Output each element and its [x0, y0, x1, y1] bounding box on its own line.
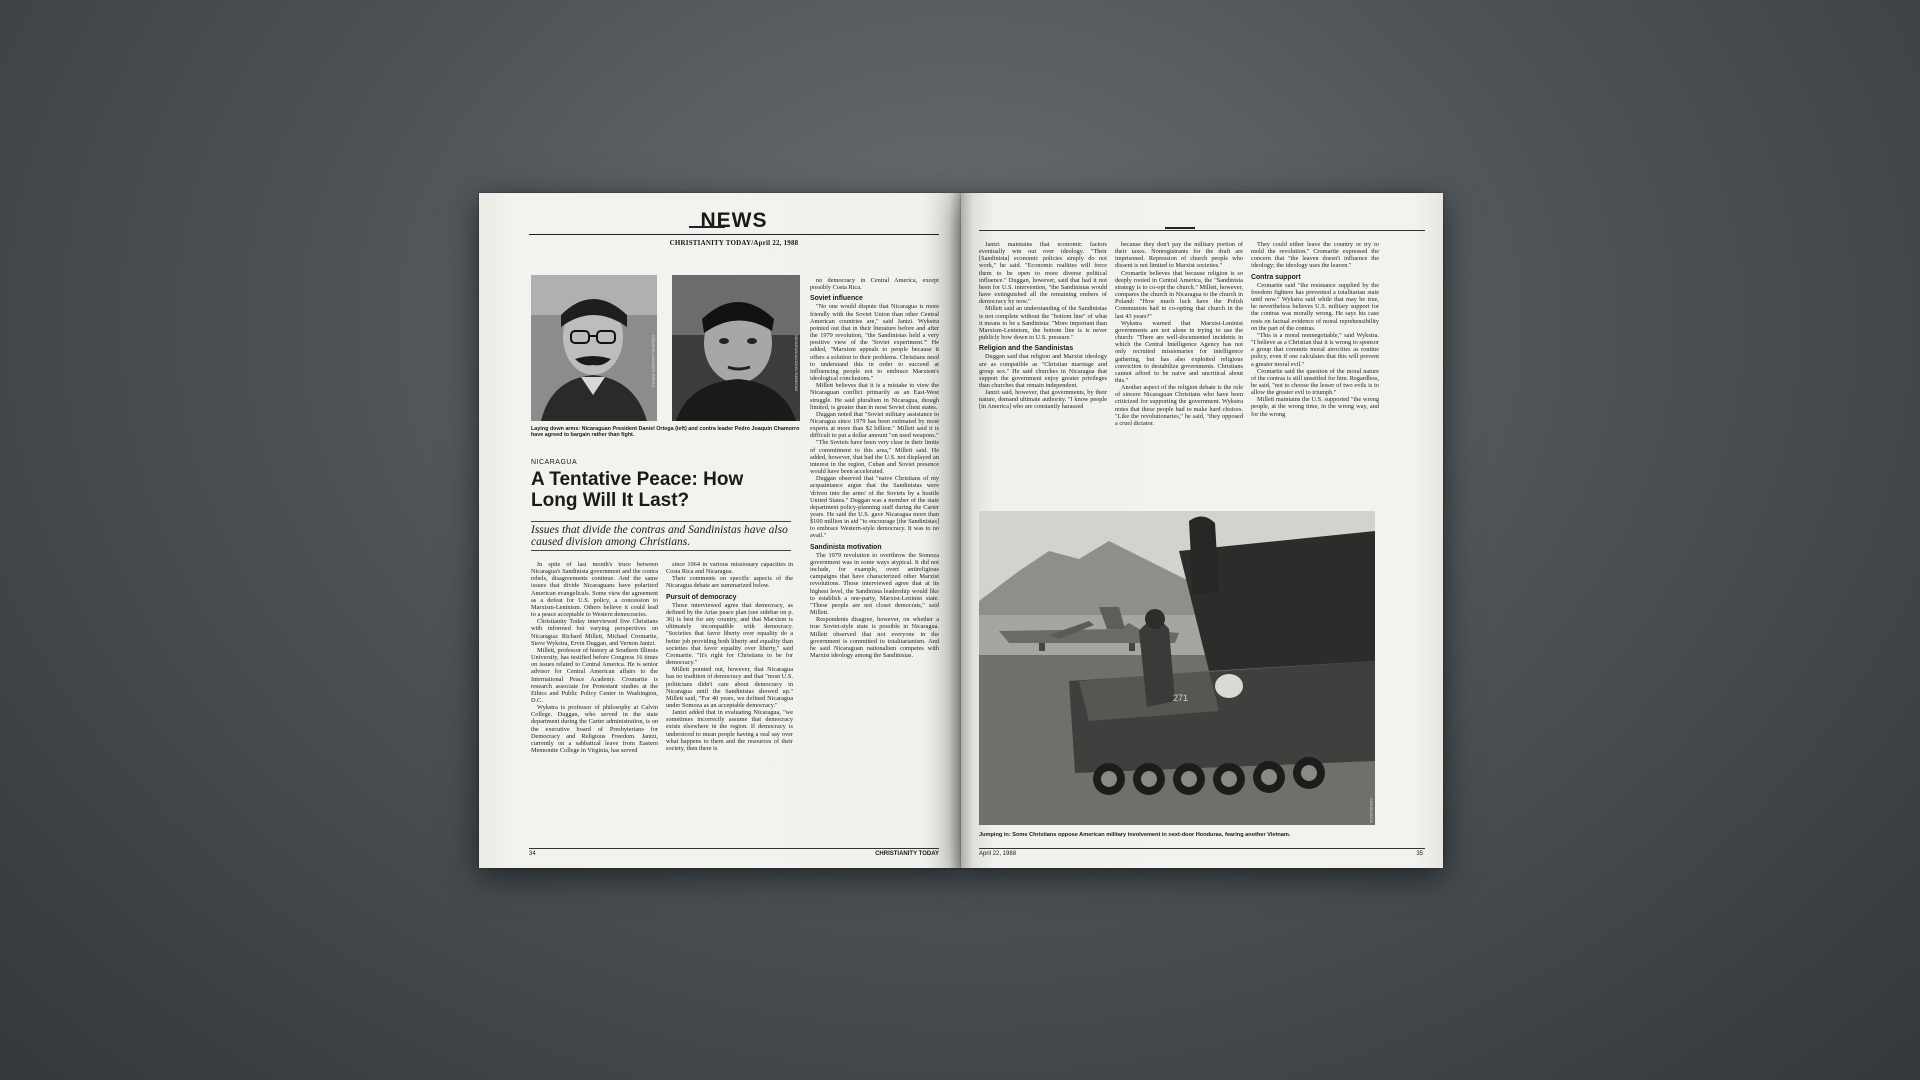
- photo-caption: Jumping in: Some Christians oppose American military involvement in next-door Honduras, fearing another Vietnam.: [979, 832, 1291, 838]
- paragraph: Those interviewed agree that democracy, as defined by the Arias peace plan (see sidebar on p. 36) is best for any country, and that Marxism is ultimately incompatible with democracy. "Societies that favor liberty over equality do a better job providing both liberty and equality than societies that favor equality over liberty," said Cromartie. "It's right for Christians to be for democracy.": [666, 601, 793, 667]
- paragraph: Millett believes that it is a mistake to view the Nicaraguan conflict primarily as an East-West struggle. He said pluralism in Nicaragua, though limited, is greater than in most Soviet client states.: [810, 382, 939, 411]
- tank-photo: [979, 511, 1375, 825]
- paragraph: Jantzi added that in evaluating Nicaragua, "we sometimes incorrectly assume that democracy exists elsewhere in the region. If democracy is understood to mean people having a real say over what happens to them and the resources of their society, then there is: [666, 709, 793, 752]
- subhead: Contra support: [1251, 273, 1301, 281]
- magazine-name: CHRISTIANITY TODAY: [875, 851, 939, 857]
- column-2: [666, 561, 793, 843]
- right-page: [961, 193, 1443, 868]
- column-3: [1251, 241, 1379, 507]
- paragraph: since 1964 in various missionary capacities in Costa Rica and Nicaragua.: [666, 561, 793, 576]
- dateline: CHRISTIANITY TODAY/April 22, 1988: [669, 239, 799, 247]
- subhead: Soviet influence: [810, 295, 863, 303]
- header-underline: [1165, 227, 1195, 229]
- chamorro-photo: [672, 275, 800, 421]
- paragraph: Duggan observed that "naive Christians of my acquaintance argue that the Sandinistas were 'driven into the arms' of the Soviets by a hostile United States." Duggan was a member of the state department policy-planning staff during the Carter years. He said the U.S. gave Nicaragua more than $100 million in aid "to encourage [the Sandinistas] to embrace Western-style democracy. It was to no avail.": [810, 475, 939, 540]
- column-3: [810, 277, 939, 845]
- photo-credit: CRANFIELD/ANDES PRESS: [651, 335, 656, 388]
- column-2: [1115, 241, 1243, 507]
- paragraph: Millett, professor of history at Southern Illinois University, has testified before Congress 16 times on issues related to Central America. He is senior advisor for Central American affairs to the International Peace Academy. Cromartie is research associate for Protestant studies at the Ethics and Public Policy Center in Washington, D.C.: [531, 646, 658, 704]
- paragraph: Respondents disagree, however, on whether a true Soviet-style state is possible in Nicaragua. Millett observed that not everyone in the government is committed to totalitarianism. And he said Nicaraguan nationalism competes with Marxist ideology among the Sandinistas.: [810, 616, 939, 659]
- magazine-spread: [479, 193, 1443, 868]
- subhead: Religion and the Sandinistas: [979, 345, 1074, 353]
- paragraph: Christianity Today interviewed five Christians with informed but varying perspectives on Nicaragua: Richard Millett, Michael Cromartie, Steve Wykstra, Ervin Duggan, and Vernon Jantzi.: [531, 618, 658, 647]
- portrait-illustration: [672, 275, 800, 421]
- ortega-photo: [531, 275, 657, 421]
- paragraph: Another aspect of the religion debate is the role of sincere Nicaraguan Christians who have been criticized for supporting the government. Wykstra notes that these people had to make hard choices. "Like the revolutionaries," he said, "they opposed a cruel dictator.: [1115, 384, 1243, 427]
- photo-credit: SIPA/GARCIA: [1369, 797, 1374, 823]
- paragraph: no democracy in Central America, except possibly Costa Rica.: [810, 277, 939, 292]
- paragraph: Wykstra warned that Marxist-Leninist governments are not alone in trying to use the church: "There are well-documented incidents in which the Central Intelligence Agency has not only recruited missionaries for intelligence gathering, but has also exploited religious conviction to destabilize governments. Christians cannot afford to be naive and uncritical about this.": [1115, 319, 1243, 384]
- paragraph: Jantzi maintains that economic factors eventually win out over ideology. "Their [Sandinista] economic policies simply do not work," he said. "Economic realities will force them to be open to more diverse political influence." Duggan, however, said that had it not been for U.S. intervention, "the Sandinistas would have extinguished all the remaining embers of democracy by now.": [979, 241, 1107, 306]
- paragraph: Cromartie said "the resistance supplied by the freedom fighters has prevented a totalitarian state until now." Wykstra said while that may be true, he nevertheless believes U.S. military support for the contras was morally wrong. He says his case rests on factual evidence of moral reprehensibility on the part of the contras.: [1251, 281, 1379, 332]
- deck-rule: [531, 550, 791, 551]
- paragraph: Wykstra is professor of philosophy at Calvin College. Duggan, who served in the state department during the Carter administration, is on the executive board of Presbyterians for Democracy and Religious Freedom. Jantzi, currently on a sabbatical leave from Eastern Mennonite College in Virginia, has served: [531, 704, 658, 755]
- deck: Issues that divide the contras and Sandinistas have also caused division among Christians.: [531, 521, 791, 548]
- header-rule: [979, 230, 1425, 231]
- paragraph: "This is a moral nonnegotiable," said Wykstra. "I believe as a Christian that it is wrong to sponsor a group that commits moral atrocities as routine policy, even if one calculates that this will prevent a greater moral evil.": [1251, 331, 1379, 368]
- paragraph: Jantzi said, however, that governments, by their nature, demand ultimate authority. "I know people [in America] who are constantly harassed: [979, 389, 1107, 411]
- page-number: 34: [529, 851, 536, 857]
- subhead: Sandinista motivation: [810, 543, 882, 551]
- paragraph: Their comments on specific aspects of the Nicaragua debate are summarized below.: [666, 575, 793, 590]
- footer-rule: [979, 848, 1425, 849]
- tank-and-aircraft-illustration: [979, 511, 1375, 825]
- photo-credit: NICARAGUA/JOHN SIMMONS: [794, 335, 799, 392]
- paragraph: "The Soviets have been very clear in their limits of commitment to this area," Millett said. He added, however, that had the U.S. not displayed an interest in the region, Cuban and Soviet presence would have been accelerated.: [810, 439, 939, 476]
- header-rule: [529, 234, 939, 235]
- photo-caption: Laying down arms: Nicaraguan President Daniel Ortega (left) and contra leader Pedro Joaquín Chamorro have agreed to bargain rather than fight.: [531, 426, 800, 439]
- page-number: 35: [1416, 851, 1423, 857]
- issue-date: April 22, 1988: [979, 851, 1017, 857]
- paragraph: because they don't pay the military portion of their taxes. Nonregistrants for the draft are imprisoned. Repression of church people who dissent is not limited to Marxist societies.": [1115, 241, 1243, 270]
- header-underline: [689, 226, 725, 228]
- paragraph: They could either leave the country or try to mold the revolution." Cromartie expressed the concern that "the leaven doesn't influence the ideology; the ideology uses the leaven.": [1251, 241, 1379, 270]
- subhead: Pursuit of democracy: [666, 593, 737, 601]
- paragraph: The 1979 revolution to overthrow the Somoza government was in some ways atypical. It did not include, for example, overt antireligious campaigns that have characterized other Marxist revolutions. Those interviewed agree that at its highest level, the Sandinista leadership would like to establish a one-party, Marxist-Leninist state. "These people are not closet democrats," said Millett.: [810, 551, 939, 617]
- paragraph: Duggan said that religion and Marxist ideology are as compatible as "Christian marriage and group sex." He said churches in Nicaragua that support the government enjoy greater privileges than churches that remain independent.: [979, 353, 1107, 389]
- tank-number: 271: [1173, 693, 1189, 703]
- paragraph: Millett said an understanding of the Sandinistas is not complete without the "bottom line" of what it means to be a Sandinista: "More important than Marxism-Leninism, the bottom line is is never publicly bow down to U.S. pressure.": [979, 305, 1107, 342]
- paragraph: Cromartie said the question of the moral nature of the contras is still unsettled for him. Regardless, he said, "not to choose the lesser of two evils is to allow the greater evil to triumph.": [1251, 367, 1379, 397]
- column-1: [531, 561, 658, 843]
- column-1: [979, 241, 1107, 507]
- paragraph: Duggan noted that "Soviet military assistance to Nicaragua since 1979 has been estimated by most experts at more than $2 billion." Millett said it is difficult to put a dollar amount "on used weapons.": [810, 410, 939, 440]
- kicker: NICARAGUA: [531, 459, 578, 466]
- section-title: NEWS: [700, 209, 768, 232]
- paragraph: Cromartie believes that because religion is so deeply rooted in Central America, the "Sandinista strategy is to co-opt the church." Millett, however, compares the church in Nicaragua to the church in Poland: "How much luck have the Polish Communists had in co-opting that church in the last 43 years?": [1115, 269, 1243, 320]
- section-header: [529, 209, 939, 235]
- left-page: [479, 193, 961, 868]
- portrait-illustration: [531, 275, 657, 421]
- footer-rule: [529, 848, 939, 849]
- paragraph: "No one would dispute that Nicaragua is more friendly with the Soviet Union than other Central American countries are," said Jantzi. Wykstra pointed out that in their literature before and after the 1979 revolution, "the Sandinistas held a very positive view of the 'Soviet experiment.'" He added, "Marxism appeals to people because it offers a solution to their problems. Christians need to understand this in order to succeed at influencing people not to embrace Marxism's ideological conclusions.": [810, 303, 939, 383]
- paragraph: Millett maintains the U.S. supported "the wrong people, at the wrong time, in the wrong way, and for the wrong: [1251, 396, 1379, 418]
- paragraph: In spite of last month's truce between Nicaragua's Sandinista government and the contra rebels, disagreements continue. And the same issues that divide Nicaraguans have polarized American evangelicals. Some view the agreement as a defeat for U.S. policy, a concession to Marxism-Leninism. Others believe it could lead to a peace acceptable to Western democracies.: [531, 561, 658, 619]
- headline: A Tentative Peace: How Long Will It Last?: [531, 469, 744, 511]
- spine-gutter: [949, 193, 973, 868]
- paragraph: Millett pointed out, however, that Nicaragua has no tradition of democracy and that "most U.S. politicians didn't care about democracy in Nicaragua until the Sandinistas showed up." Millett said, "For 40 years, we defined Nicaragua under Somoza as an acceptable democracy.": [666, 666, 793, 709]
